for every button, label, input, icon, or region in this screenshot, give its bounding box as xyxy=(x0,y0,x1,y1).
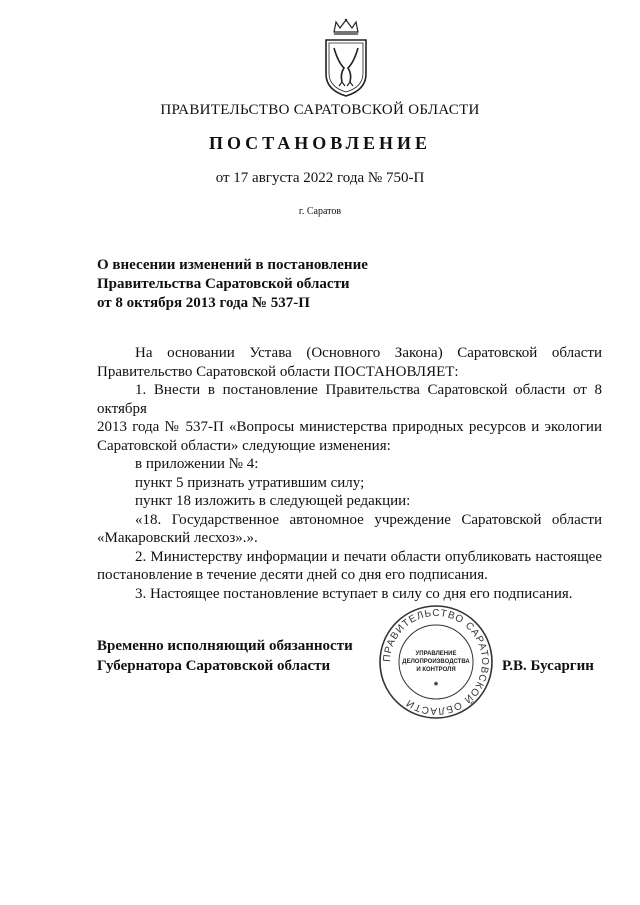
body-line: 2. Министерству информации и печати области опубликовать настоящее xyxy=(135,548,602,565)
body-line: Правительство Саратовской области ПОСТАНОВЛЯЕТ: xyxy=(97,363,459,380)
government-name: ПРАВИТЕЛЬСТВО САРАТОВСКОЙ ОБЛАСТИ xyxy=(160,102,480,118)
document-title xyxy=(97,256,368,313)
body-line: «18. Государственное автономное учреждение Саратовской области xyxy=(135,511,602,528)
body-line: Саратовской области» следующие изменения: xyxy=(97,437,391,454)
signer-position xyxy=(97,636,353,676)
body-line: «Макаровский лесхоз».». xyxy=(97,530,258,546)
body-line: пункт 5 признать утратившим силу; xyxy=(135,474,365,491)
body-line: пункт 18 изложить в следующей редакции: xyxy=(135,493,411,509)
title-line: от 8 октября 2013 года № 537-П xyxy=(97,295,310,311)
body-line: 3. Настоящее постановление вступает в силу со дня его подписания. xyxy=(135,585,573,602)
seal-star: * xyxy=(433,680,439,692)
seal-center-text xyxy=(396,650,476,690)
signer-position-line: Губернатора Саратовской области xyxy=(97,658,331,674)
body-line: 1. Внести в постановление Правительства Саратовской области от 8 октября xyxy=(97,382,602,417)
body-line: в приложении № 4: xyxy=(135,456,259,472)
document-body xyxy=(97,344,602,603)
document-date-number: от 17 августа 2022 года № 750-П xyxy=(215,170,425,186)
seal-line: ДЕЛОПРОИЗВОДСТВА xyxy=(402,659,470,665)
seal-line: И КОНТРОЛЯ xyxy=(416,667,456,673)
title-line: О внесении изменений в постановление xyxy=(97,257,368,273)
document-city: г. Саратов xyxy=(298,206,342,217)
body-line: 2013 года № 537-П «Вопросы министерства природных ресурсов и экологии xyxy=(97,419,602,435)
signer-name: Р.В. Бусаргин xyxy=(502,658,594,674)
signer-position-line: Временно исполняющий обязанности xyxy=(97,638,353,654)
title-line: Правительства Саратовской области xyxy=(97,276,350,292)
body-line: постановление в течение десяти дней со дня его подписания. xyxy=(97,567,488,583)
body-line: На основании Устава (Основного Закона) Саратовской области xyxy=(135,345,602,361)
seal-ring-text: ПРАВИТЕЛЬСТВО САРАТОВСКОЙ ОБЛАСТИ xyxy=(381,607,491,717)
document-type: ПОСТАНОВЛЕНИЕ xyxy=(208,133,432,153)
coat-of-arms-icon xyxy=(322,18,370,98)
seal-line: УПРАВЛЕНИЕ xyxy=(415,651,457,657)
